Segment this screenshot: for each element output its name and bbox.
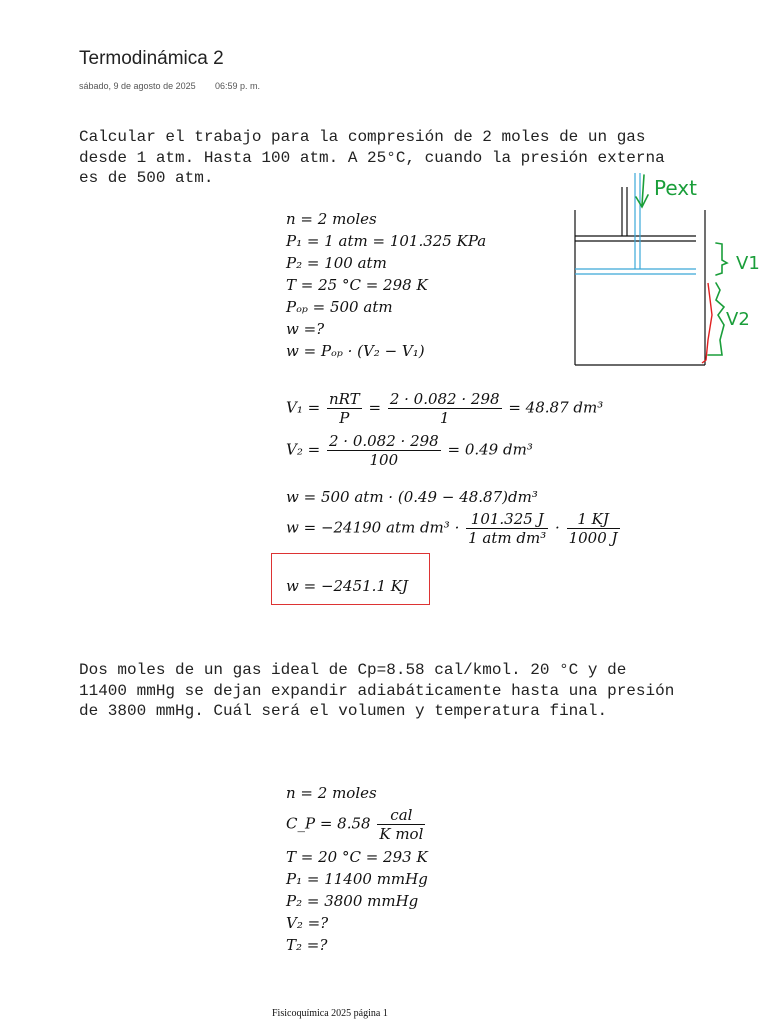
given-line: n = 2 moles [286, 210, 377, 228]
page-time: 06:59 p. m. [215, 81, 261, 91]
work-step1: w = 500 atm · (0.49 − 48.87)dm³ [286, 488, 538, 506]
pext-label: Pext [654, 176, 697, 200]
work-result: w = −2451.1 KJ [286, 577, 408, 595]
given-line: P₂ = 100 atm [286, 254, 387, 272]
given-line: T = 20 °C = 293 K [286, 848, 428, 866]
v1-brace [716, 243, 727, 275]
given-line: P₁ = 11400 mmHg [286, 870, 428, 888]
given-line: T = 25 °C = 298 K [286, 276, 428, 294]
problem1-statement: Calcular el trabajo para la compresión de 2 moles de un gas desde 1 atm. Hasta 100 atm. A 25°C, cuando la presión externa es de 500 atm. [79, 128, 665, 187]
page-date: sábado, 9 de agosto de 2025 [79, 81, 196, 91]
page-title: Termodinámica 2 [79, 48, 224, 69]
given-line: P₂ = 3800 mmHg [286, 892, 419, 910]
piston-sketch [560, 165, 768, 370]
red-bracket [702, 283, 712, 363]
page-footer: Fisicoquímica 2025 página 1 [272, 1008, 388, 1019]
pext-arrow [636, 175, 648, 207]
result-highlight-box [271, 553, 430, 605]
given-line: T₂ =? [286, 936, 328, 954]
work-step2: w = −24190 atm dm³ · $\frac{101.325 J}{\text{1 atm dm³}}$ · $\frac{1 KJ}{1000 J}$ [286, 510, 618, 547]
given-line: V₂ =? [286, 914, 329, 932]
v2-equation: V₂ = $\frac{2 \cdot 0.082 \cdot 298}{100}$ = 0.49 dm³ [286, 432, 533, 469]
v2-label: V2 [726, 309, 750, 330]
given-line: P₁ = 1 atm = 101.325 KPa [286, 232, 487, 250]
problem2-statement: Dos moles de un gas ideal de Cp=8.58 cal/kmol. 20 °C y de 11400 mmHg se dejan expandir adiabáticamente hasta una presión de 3800 mmHg. Cuál será el volumen y temperatura final. [79, 661, 675, 720]
v1-equation: V₁ = $\frac{\text{nRT}}{P}$ = $\frac{2 \cdot 0.082 \cdot 298}{1}$ = 48.87 dm³ [286, 390, 604, 427]
given-line: Pₒₚ = 500 atm [286, 298, 393, 316]
given-line: n = 2 moles [286, 784, 377, 802]
v2-brace [708, 283, 724, 355]
cp-equation: C_P = 8.58 $\frac{\text{cal}}{\text{K mol}}$ [286, 806, 424, 843]
given-line: w = Pₒₚ · (V₂ − V₁) [286, 342, 425, 360]
v1-label: V1 [736, 253, 760, 274]
given-line: w =? [286, 320, 325, 338]
